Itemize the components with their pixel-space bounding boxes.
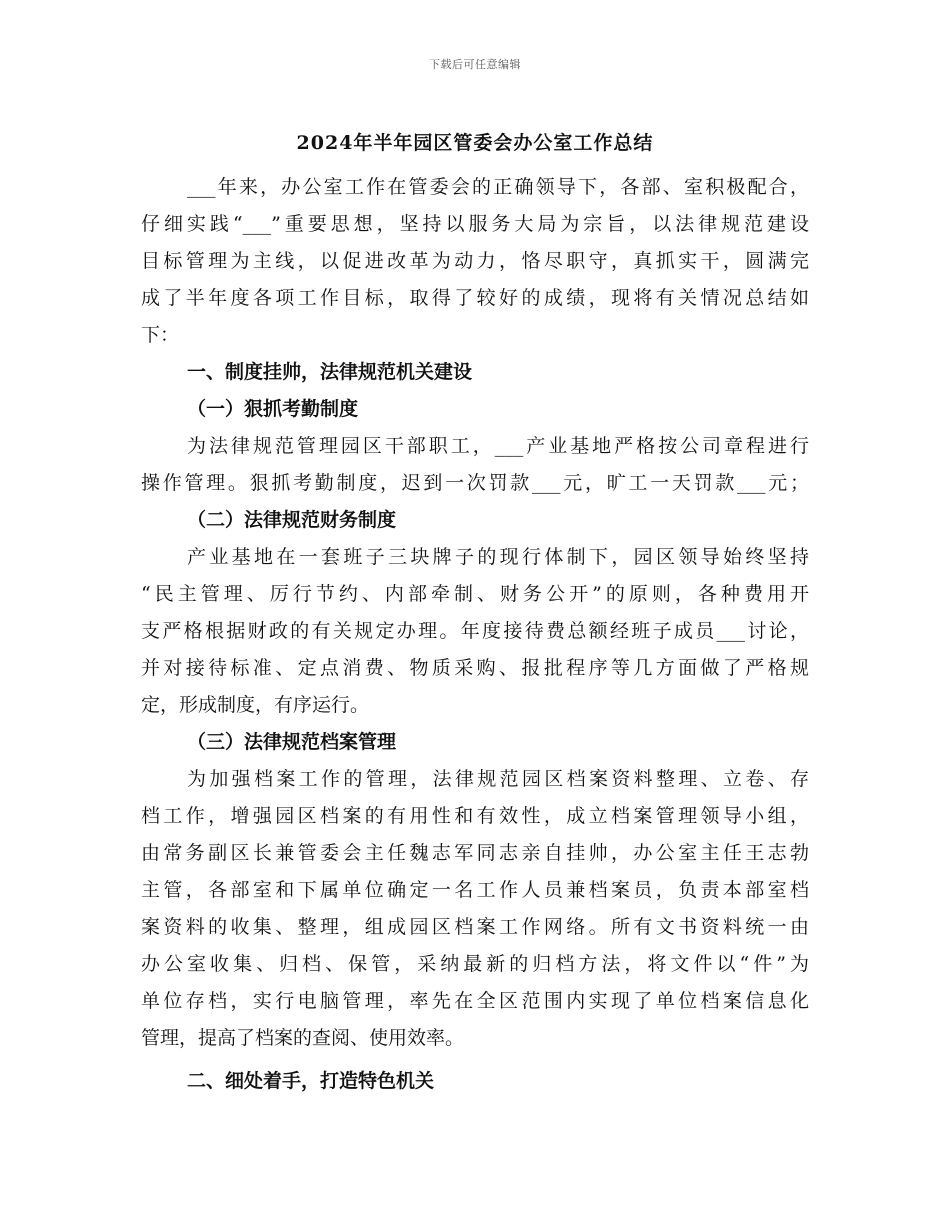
paragraph-line: 为法律规范管理园区干部职工，___产业基地严格按公司章程进行 <box>187 435 809 457</box>
paragraph-line: 产业基地在一套班子三块牌子的现行体制下，园区领导始终坚持 <box>187 546 809 568</box>
paragraph-line: 档工作，增强园区档案的有用性和有效性，成立档案管理领导小组， <box>141 805 809 827</box>
paragraph-line: 由常务副区长兼管委会主任魏志军同志亲自挂帅，办公室主任王志勃 <box>141 842 809 864</box>
paragraph-line: 主管，各部室和下属单位确定一名工作人员兼档案员，负责本部室档 <box>141 879 809 901</box>
paragraph-line: 并对接待标准、定点消费、物质采购、报批程序等几方面做了严格规 <box>141 657 809 679</box>
paragraph-line: 办公室收集、归档、保管，采纳最新的归档方法，将文件以“件”为 <box>141 953 809 975</box>
subsection-heading: （三）法律规范档案管理 <box>187 731 397 753</box>
paragraph-line: 支严格根据财政的有关规定办理。年度接待费总额经班子成员___讨论， <box>141 620 809 642</box>
paragraph-line: 单位存档，实行电脑管理，率先在全区范围内实现了单位档案信息化 <box>141 990 809 1012</box>
watermark-text: 下载后可任意编辑 <box>429 58 521 71</box>
paragraph-line: 仔细实践“___”重要思想，坚持以服务大局为宗旨，以法律规范建设 <box>141 213 809 235</box>
paragraph-line: 定，形成制度，有序运行。 <box>141 694 370 716</box>
subsection-heading: （一）狠抓考勤制度 <box>187 398 359 420</box>
subsection-heading: （二）法律规范财务制度 <box>187 509 397 531</box>
section-heading: 二、细处着手，打造特色机关 <box>187 1070 435 1092</box>
document-title: 2024年半年园区管委会办公室工作总结 <box>296 132 654 154</box>
paragraph-line: 管理，提高了档案的查阅、使用效率。 <box>141 1027 465 1049</box>
paragraph-line: 案资料的收集、整理，组成园区档案工作网络。所有文书资料统一由 <box>141 916 809 938</box>
paragraph-line: 操作管理。狠抓考勤制度，迟到一次罚款___元，旷工一天罚款___元； <box>141 472 809 494</box>
paragraph-line: 目标管理为主线，以促进改革为动力，恪尽职守，真抓实干，圆满完 <box>141 250 809 272</box>
paragraph-line: 为加强档案工作的管理，法律规范园区档案资料整理、立卷、存 <box>187 768 809 790</box>
paragraph-line: ___年来，办公室工作在管委会的正确领导下，各部、室积极配合， <box>187 176 809 198</box>
paragraph-line: “民主管理、厉行节约、内部牵制、财务公开”的原则，各种费用开 <box>141 583 809 605</box>
paragraph-line: 成了半年度各项工作目标，取得了较好的成绩，现将有关情况总结如 <box>141 287 809 309</box>
section-heading: 一、制度挂帅，法律规范机关建设 <box>187 361 473 383</box>
paragraph-line: 下： <box>141 324 180 346</box>
